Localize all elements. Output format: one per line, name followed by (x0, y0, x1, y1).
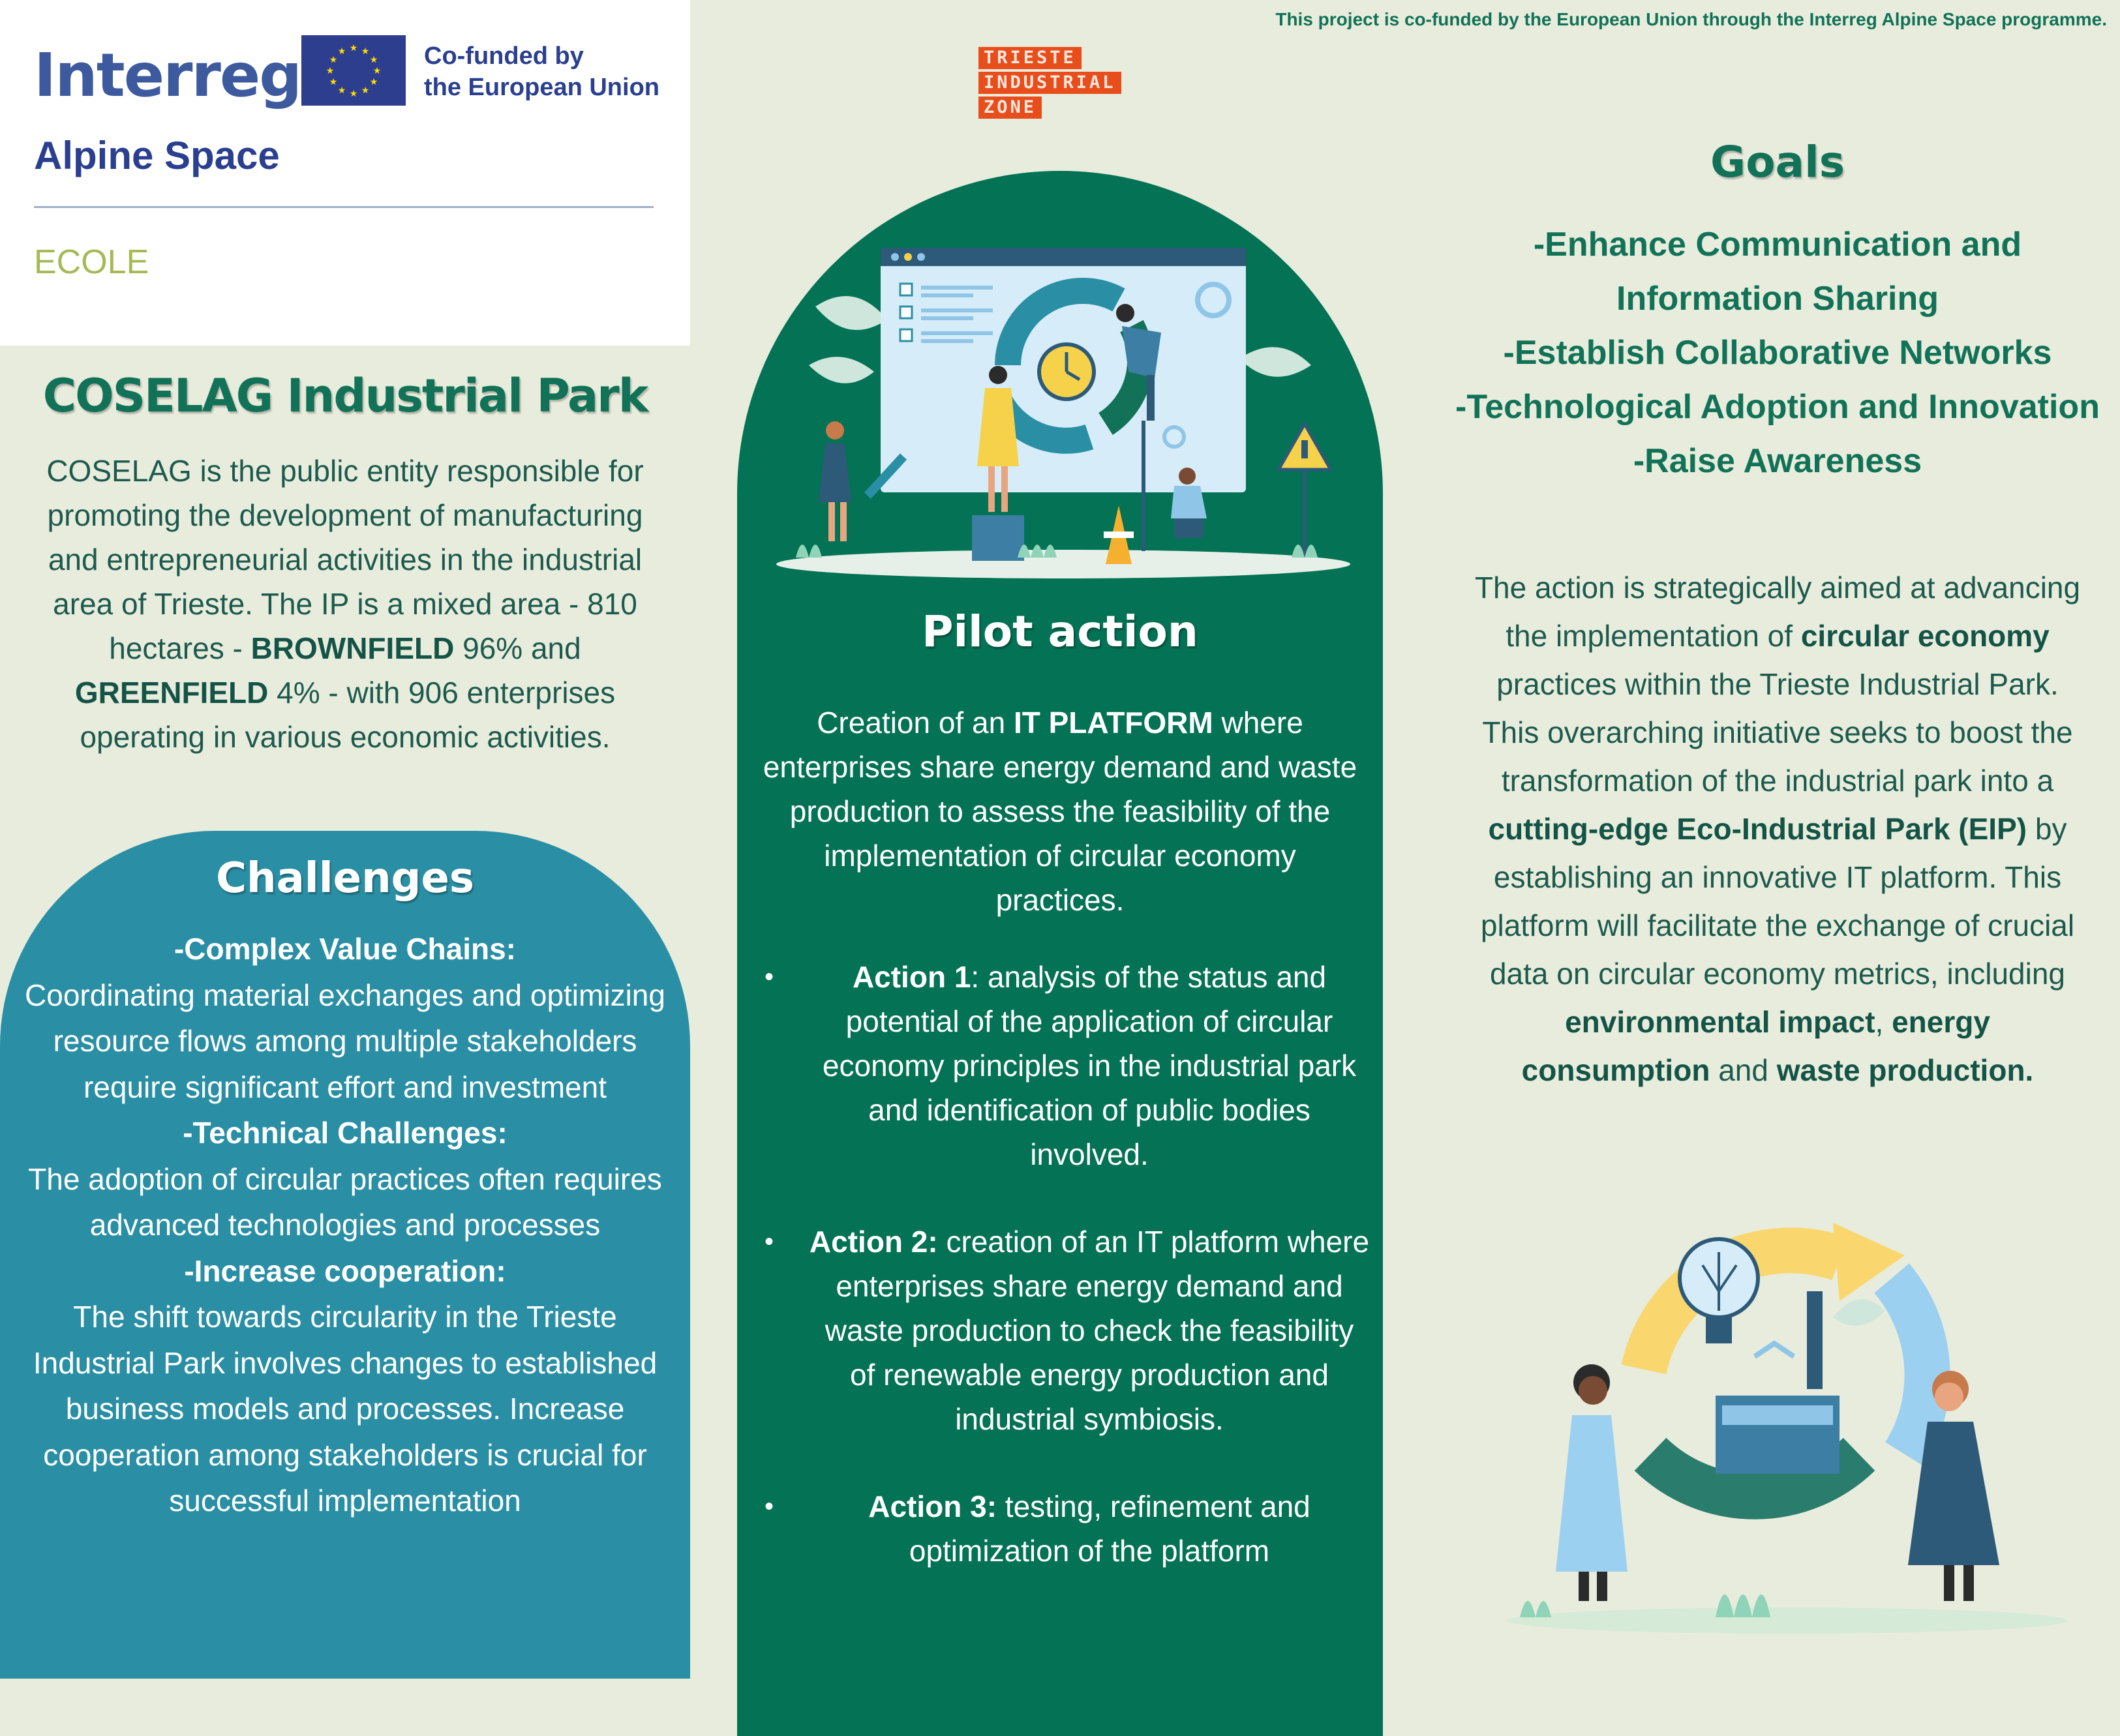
action-label: Action 3: (868, 1489, 997, 1523)
energy-consumption-label: energy consumption (1521, 1005, 1990, 1087)
action-description: testing, refinement and optimization of the platform (909, 1489, 1310, 1568)
tiz-logo-line-1: TRIESTE (978, 47, 1082, 69)
coselag-description (33, 449, 658, 759)
action-1-item (757, 955, 1370, 1176)
svg-text:★: ★ (337, 85, 346, 96)
svg-text:★: ★ (372, 66, 382, 76)
goal-item: -Enhance Communication and Information Sharing (1533, 226, 2022, 318)
pilot-intro-text-a: Creation of an (817, 706, 1014, 740)
eu-flag-icon (301, 35, 406, 106)
cofunded-label (424, 40, 685, 103)
coselag-text-2: 96% and (454, 631, 581, 665)
svg-text:★: ★ (369, 77, 378, 87)
goals-text-5: and (1710, 1053, 1777, 1087)
action-description: : analysis of the status and potential of the application of circular economy principles in the industrial park and identification of public bodies involved. (822, 960, 1357, 1171)
goals-text-2: practices within the Trieste Industrial Park. This overarching initiative seeks to boost the transformation of the industrial park into a (1482, 667, 2073, 798)
svg-text:★: ★ (337, 46, 346, 57)
action-2-text (809, 1220, 1370, 1441)
bullet-icon: • (765, 963, 774, 991)
goals-text-4: , (1875, 1005, 1892, 1039)
svg-text:★: ★ (326, 66, 335, 76)
challenge-text: The adoption of circular practices often requires advanced technologies and processes (28, 1161, 662, 1242)
challenge-heading: -Technical Challenges: (183, 1116, 507, 1150)
action-3-item (757, 1484, 1370, 1573)
coselag-title: COSELAG Industrial Park (42, 369, 648, 423)
action-description: creation of an IT platform where enterprises share energy demand and waste production to check the feasibility of renewable energy production and industrial symbiosis. (825, 1225, 1370, 1436)
brownfield-label: BROWNFIELD (250, 631, 455, 665)
svg-text:★: ★ (349, 43, 358, 53)
challenge-text: The shift towards circularity in the Trieste Industrial Park involves changes to established business models and processes. Increase cooperation among stakeholders is crucial for successful implementation (33, 1300, 658, 1518)
svg-text:★: ★ (361, 85, 370, 96)
project-name: ECOLE (34, 243, 149, 281)
environmental-impact-label: environmental impact (1565, 1005, 1875, 1039)
pilot-intro-text-b: where enterprises share energy demand and waste production to assess the feasibility of the implementation of circular economy practices. (763, 706, 1357, 917)
coselag-text-3: 4% - with 906 enterprises operating in various economic activities. (80, 676, 616, 754)
tiz-logo-line-3: ZONE (978, 97, 1042, 119)
cofunded-line-1: Co-funded by (424, 42, 584, 70)
challenge-text: Coordinating material exchanges and optimizing resource flows among multiple stakeholders require significant effort and investment (25, 978, 665, 1104)
it-platform-label: IT PLATFORM (1013, 706, 1213, 740)
circular-economy-label: circular economy (1800, 619, 2050, 653)
action-label: Action 1 (852, 960, 971, 994)
svg-text:★: ★ (349, 89, 358, 99)
goal-item: -Raise Awareness (1633, 442, 1922, 480)
interreg-logo: Interreg (34, 40, 301, 110)
challenges-title: Challenges (216, 854, 474, 903)
goals-text-3: by establishing an innovative IT platform. This platform will facilitate the exchange of crucial data on circular economy metrics, including (1480, 812, 2075, 991)
greenfield-label: GREENFIELD (74, 676, 269, 710)
bullet-icon: • (765, 1492, 774, 1521)
action-1-text (809, 955, 1370, 1176)
eip-label: cutting-edge Eco-Industrial Park (EIP) (1488, 812, 2027, 846)
action-2-item (757, 1220, 1370, 1441)
bullet-icon: • (765, 1227, 774, 1256)
trieste-industrial-zone-logo (978, 47, 1155, 121)
goal-item: -Establish Collaborative Networks (1503, 334, 2052, 372)
coselag-text-1: COSELAG is the public entity responsible for promoting the development of manufacturing and entrepreneurial activities in the industrial area of Trieste. The IP is a mixed area - 810 hectares - (46, 454, 644, 665)
action-3-text (809, 1484, 1370, 1573)
pilot-action-title: Pilot action (922, 606, 1198, 657)
pilot-intro (757, 700, 1363, 922)
cofunded-line-2: the European Union (424, 74, 659, 101)
challenges-list (13, 926, 677, 1524)
alpine-space-label: Alpine Space (34, 134, 280, 177)
goals-text-1: The action is strategically aimed at advancing the implementation of (1474, 571, 2081, 653)
logo-divider (34, 206, 654, 208)
goal-item: -Technological Adoption and Innovation (1455, 388, 2100, 426)
circular-economy-illustration (1494, 1161, 2081, 1637)
svg-text:★: ★ (369, 55, 378, 65)
goals-list (1455, 218, 2100, 488)
action-label: Action 2: (809, 1225, 938, 1259)
svg-text:★: ★ (329, 77, 338, 87)
waste-production-label: waste production. (1776, 1053, 2034, 1087)
svg-text:★: ★ (329, 55, 338, 65)
goals-description (1468, 563, 2087, 1094)
challenge-heading: -Complex Value Chains: (174, 932, 516, 966)
dashboard-teamwork-illustration (770, 235, 1357, 587)
challenge-heading: -Increase cooperation: (184, 1253, 506, 1288)
goals-title: Goals (1710, 137, 1845, 187)
tiz-logo-line-2: INDUSTRIAL (978, 72, 1121, 94)
svg-text:★: ★ (361, 46, 370, 57)
funding-note: This project is co-funded by the European Union through the Interreg Alpine Space programme. (1275, 9, 2107, 29)
